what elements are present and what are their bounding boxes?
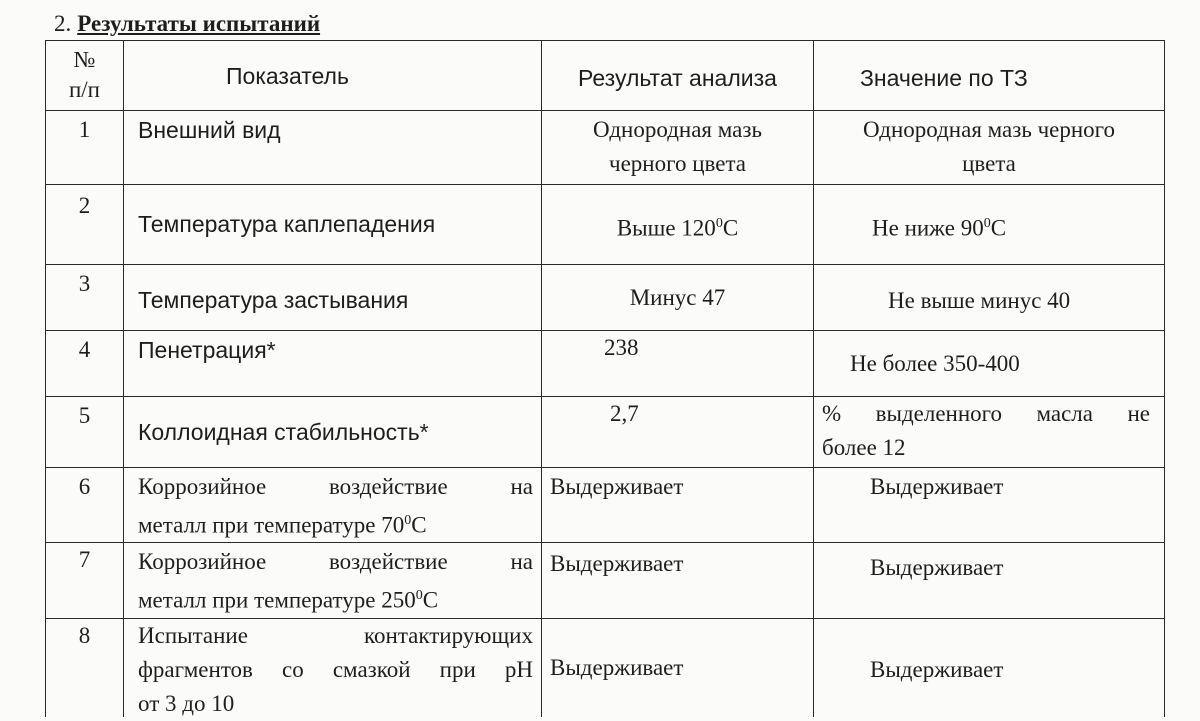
- row-num: 2: [46, 185, 124, 265]
- row-spec: % выделенного масла не более 12: [814, 397, 1165, 468]
- row-indicator: Коррозийное воздействие на металл при температуре $250^0С$: [124, 543, 542, 619]
- row-num: 4: [46, 331, 124, 397]
- row-spec: Не выше минус 40: [814, 265, 1165, 331]
- row-result: Минус 47: [542, 265, 814, 331]
- row-num: 8: [46, 619, 124, 717]
- row-num: 7: [46, 543, 124, 619]
- row-num: 1: [46, 111, 124, 185]
- header-num-label: п/п: [68, 77, 100, 102]
- table-row: [46, 468, 1165, 543]
- table-row: [46, 265, 1165, 331]
- row-spec: Не более 350-400: [814, 331, 1165, 397]
- section-number: 2.: [54, 11, 72, 36]
- table-header-row: [46, 41, 1165, 111]
- table-row: [46, 619, 1165, 717]
- row-indicator: Коллоидная стабильность*: [124, 397, 542, 468]
- row-result: Выдерживает: [542, 468, 814, 543]
- row-indicator: Пенетрация*: [124, 331, 542, 397]
- row-indicator: Температура каплепадения: [124, 185, 542, 265]
- results-table: [45, 40, 1165, 717]
- row-result: 238: [542, 331, 814, 397]
- row-result: Выдерживает: [542, 543, 814, 619]
- row-spec: Выдерживает: [814, 619, 1165, 717]
- row-result: Выше $120^0С$: [542, 185, 814, 265]
- table-row: [46, 331, 1165, 397]
- row-result: Выдерживает: [542, 619, 814, 717]
- header-num: [46, 41, 124, 111]
- row-indicator: Внешний вид: [124, 111, 542, 185]
- row-spec: Однородная мазь черного цвета: [814, 111, 1165, 185]
- row-spec: Выдерживает: [814, 543, 1165, 619]
- section-title: Результаты испытаний: [77, 11, 321, 36]
- row-num: 5: [46, 397, 124, 468]
- header-num-symbol: №: [73, 47, 96, 72]
- table-row: [46, 543, 1165, 619]
- table-row: [46, 111, 1165, 185]
- row-num: 6: [46, 468, 124, 543]
- section-heading: [54, 9, 320, 39]
- row-result: 2,7: [542, 397, 814, 468]
- row-num: 3: [46, 265, 124, 331]
- row-indicator: Температура застывания: [124, 265, 542, 331]
- row-indicator: Испытание контактирующих фрагментов со смазкой при рН от 3 до 10: [124, 619, 542, 717]
- table-row: [46, 185, 1165, 265]
- header-result: Результат анализа: [542, 41, 814, 111]
- header-indicator: Показатель: [124, 41, 542, 111]
- row-spec: Выдерживает: [814, 468, 1165, 543]
- row-result: Однородная мазь черного цвета: [542, 111, 814, 185]
- header-spec: Значение по ТЗ: [814, 41, 1165, 111]
- table-row: [46, 397, 1165, 468]
- row-indicator: Коррозийное воздействие на металл при температуре $70^0С$: [124, 468, 542, 543]
- row-spec: Не ниже $90^0С$: [814, 185, 1165, 265]
